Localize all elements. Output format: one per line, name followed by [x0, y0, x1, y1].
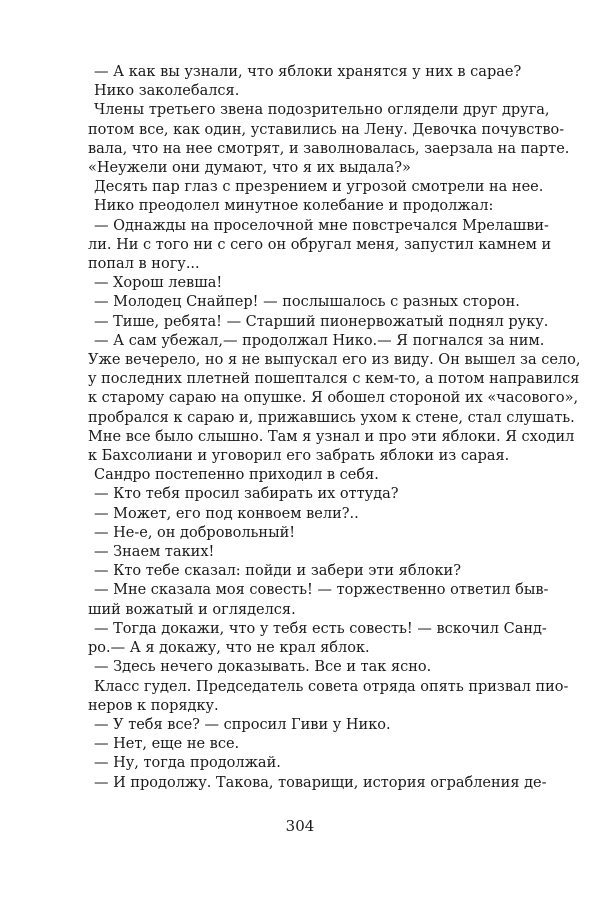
text-line: к старому сараю на опушке. Я обошел стороной их «часового», [88, 390, 579, 407]
body-text [88, 63, 581, 793]
text-line: пробрался к сараю и, прижавшись ухом к стене, стал слушать. [88, 409, 575, 426]
text-line: Члены третьего звена подозрительно оглядели друг друга, [94, 102, 550, 119]
text-line: ли. Ни с того ни с сего он обругал меня, запустил камнем и [88, 236, 552, 253]
text-line: — Мне сказала моя совесть! — торжественно ответил быв- [94, 582, 549, 599]
text-line: — Молодец Снайпер! — послышалось с разных сторон. [94, 294, 520, 311]
text-line: Десять пар глаз с презрением и угрозой смотрели на нее. [94, 179, 544, 196]
text-line: потом все, как один, уставились на Лену. Девочка почувство- [88, 121, 565, 138]
text-line: к Бахсолиани и уговорил его забрать яблоки из сарая. [88, 448, 510, 465]
text-line: — Хорош левша! [94, 275, 223, 292]
text-line: Сандро постепенно приходил в себя. [94, 467, 379, 484]
text-line: у последних плетней пошептался с кем-то, а потом направился [88, 371, 580, 388]
text-line: — Ну, тогда продолжай. [94, 755, 281, 772]
text-line: попал в ногу... [88, 256, 200, 273]
text-line: — Не-е, он добровольный! [94, 524, 296, 541]
text-line: — Знаем таких! [94, 544, 215, 561]
text-line: — Тогда докажи, что у тебя есть совесть! — вскочил Санд- [94, 620, 547, 637]
text-line: — У тебя все? — спросил Гиви у Нико. [94, 716, 391, 733]
text-line: — Кто тебя просил забирать их оттуда? [94, 486, 399, 503]
text-line: — Нет, еще не все. [94, 736, 240, 753]
text-line: — Однажды на проселочной мне повстречался Мрелашви- [94, 217, 549, 234]
text-line: — Тише, ребята! — Старший пионервожатый поднял руку. [94, 313, 549, 330]
page-number: 304 [285, 817, 315, 835]
text-line: Нико преодолел минутное колебание и продолжал: [94, 198, 494, 215]
text-line: — Может, его под конвоем вели?.. [94, 505, 359, 522]
text-line: — И продолжу. Такова, товарищи, история ограбления де- [94, 774, 547, 791]
text-line: Уже вечерело, но я не выпускал его из виду. Он вышел за село, [88, 352, 581, 369]
text-line: неров к порядку. [88, 697, 219, 714]
text-line: ро.— А я докажу, что не крал яблок. [88, 640, 370, 657]
text-line: — А как вы узнали, что яблоки хранятся у них в сарае? [94, 64, 522, 80]
text-line: ший вожатый и огляделся. [88, 601, 296, 618]
text-line: Нико заколебался. [94, 83, 240, 100]
text-line: Класс гудел. Председатель совета отряда опять призвал пио- [94, 678, 569, 695]
text-line: вала, что на нее смотрят, и заволновалась, заерзала на парте. [88, 140, 570, 157]
text-line: — А сам убежал,— продолжал Нико.— Я погнался за ним. [94, 332, 545, 349]
text-line: Мне все было слышно. Там я узнал и про эти яблоки. Я сходил [88, 428, 575, 445]
text-line: — Здесь нечего доказывать. Все и так ясно. [94, 659, 432, 676]
text-line: «Неужели они думают, что я их выдала?» [88, 160, 411, 177]
text-line: — Кто тебе сказал: пойди и забери эти яблоки? [94, 563, 461, 580]
